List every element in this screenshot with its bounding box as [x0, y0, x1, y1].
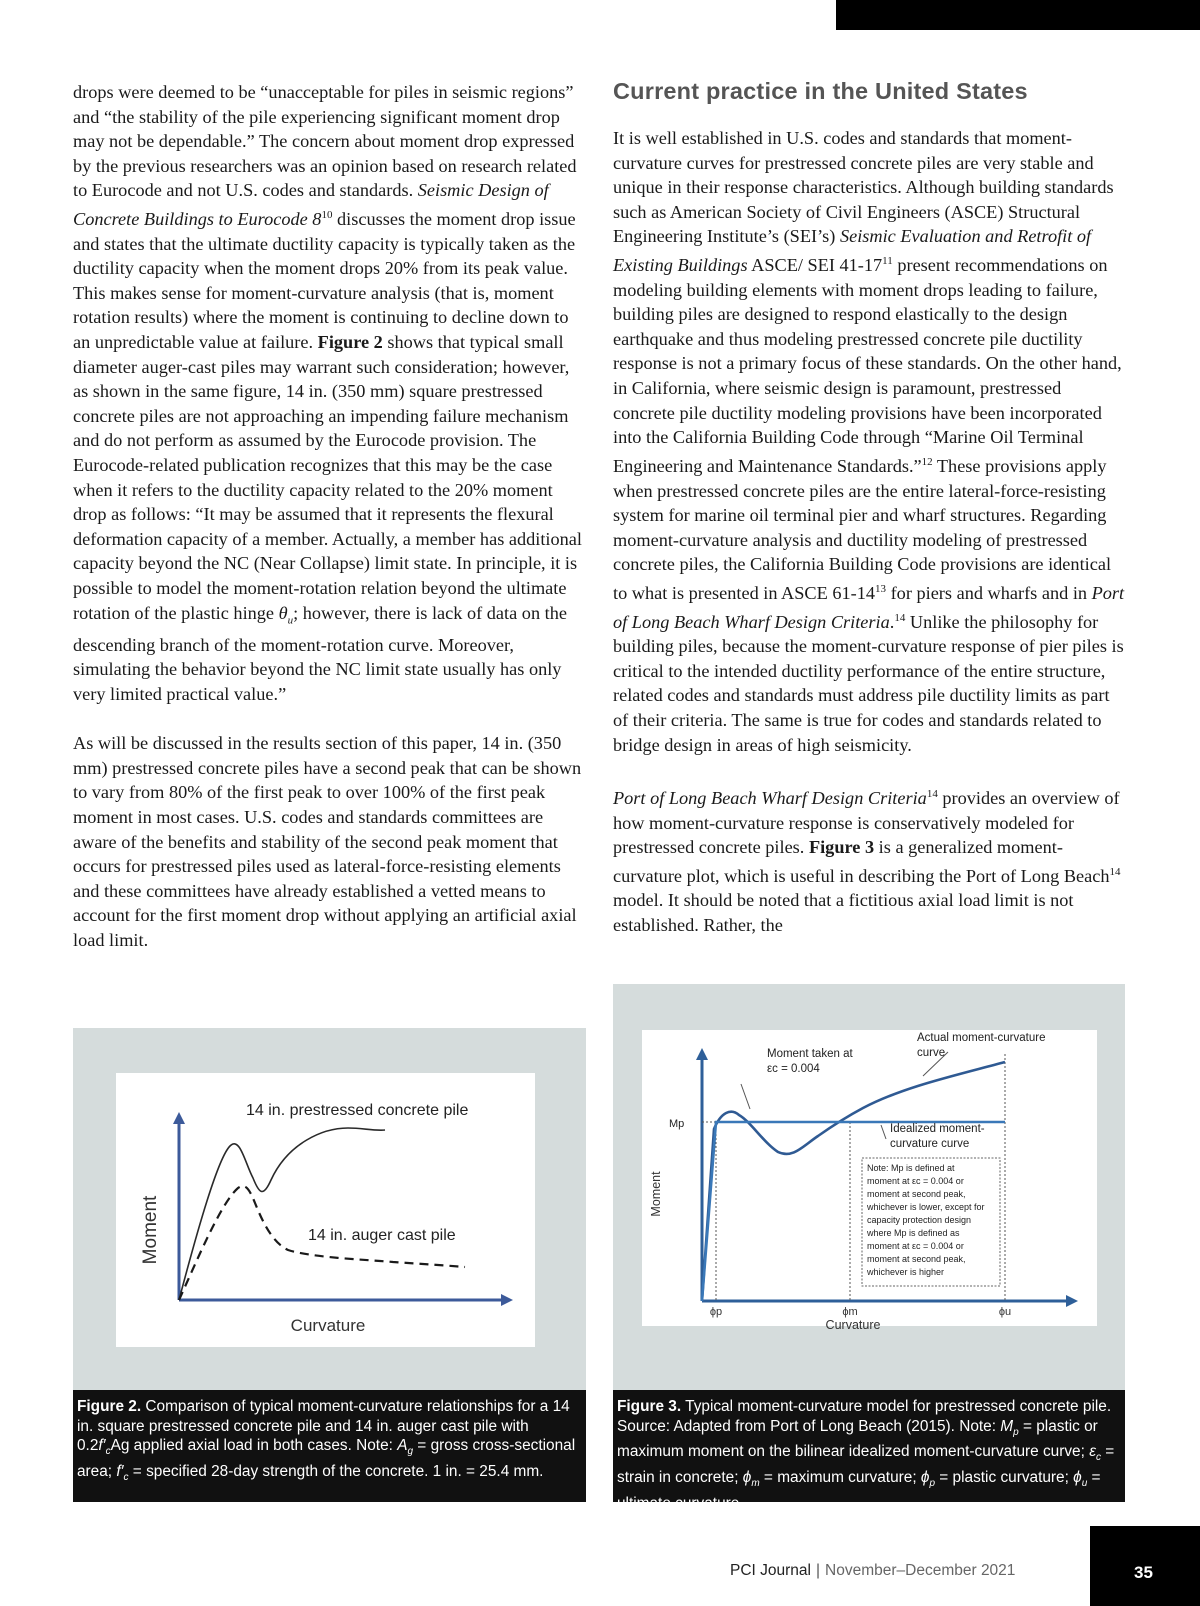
issue-date: November–December 2021 [825, 1562, 1016, 1579]
figure-3-plot [613, 984, 1125, 1390]
note-line: moment at εc = 0.004 or [867, 1176, 964, 1186]
right-column [613, 80, 1125, 938]
idealized-curve-label-1: Idealized moment- [890, 1123, 985, 1135]
x-axis-label: Curvature [825, 1318, 881, 1332]
note-line: where Mp is defined as [867, 1228, 960, 1238]
page-number-box [1090, 1526, 1200, 1606]
note-line: capacity protection design [867, 1215, 972, 1225]
citation-title: Port of Long Beach Wharf Design Criteria [613, 582, 1125, 632]
page-number: 35 [1134, 1563, 1153, 1582]
journal-name: PCI Journal [730, 1562, 811, 1579]
moment-taken-label-2: εc = 0.004 [767, 1063, 820, 1075]
prestressed-pile-label: 14 in. prestressed concrete pile [246, 1102, 469, 1119]
figure-3-panel [613, 984, 1125, 1390]
note-line: whichever is higher [867, 1267, 945, 1277]
phi-u-tick-label: ϕu [998, 1306, 1012, 1318]
note-line: whichever is lower, except for [867, 1202, 985, 1212]
note-line: moment at second peak, [867, 1254, 966, 1264]
citation-title: Seismic Design of Concrete Buildings to Eurocode 8 [73, 180, 549, 230]
citation-title: Port of Long Beach Wharf Design Criteria [613, 787, 927, 808]
y-axis-label: Moment [140, 1195, 161, 1265]
left-paragraph-2: As will be discussed in the results section of this paper, 14 in. (350 mm) prestressed concrete piles have a second peak that can be shown to vary from 80% of the first peak to over 100% of the first peak moment in most cases. U.S. codes and standards committees are aware of the benefits and stability of the second peak moment that occurs for prestressed piles used as lateral-force-resisting elements and these committees have already established a vetted means to account for the first moment drop without applying an artificial axial load limit. [73, 733, 582, 950]
right-paragraph-2: Port of Long Beach Wharf Design Criteria$^{14}$ provides an overview of how moment-curvature response is conservatively modeled for prestressed concrete piles. Figure 3 is a generalized moment-curvature plot, which is useful in describing the Port of Long Beach$^{14}$ model. It should be noted that a fictitious axial load limit is not established. Rather, the [613, 787, 1121, 935]
footer-separator: | [815, 1562, 821, 1579]
figure-3-caption: Figure 3. Typical moment-curvature model for prestressed concrete pile. Source: Adapted from Port of Long Beach (2015). Note: $M_p$ = plastic or maximum moment on the bilinear idealized moment-curvature curve; $\varepsilon_c$ = strain in concrete; $\phi_m$ = maximum curvature; $\phi_p$ = plastic curvature; $\phi_u$ = ultimate curvature. [613, 1390, 1125, 1502]
citation-title: Seismic Evaluation and Retrofit of Existing Buildings [613, 226, 1092, 276]
left-paragraph-1: drops were deemed to be “unacceptable for piles in seismic regions” and “the stability of the pile experiencing significant moment drop may not be dependable.” The concern about moment drop expressed by the previous researchers was an opinion based on research related to Eurocode and not U.S. codes and standards. Seismic Design of Concrete Buildings to Eurocode $8^{10}$ discusses the moment drop issue and states that the ultimate ductility capacity is typically taken as the ductility capacity when the moment drops 20% from its peak value. This makes sense for moment-curvature analysis (that is, moment rotation results) where the moment is continuing to decline down to an unpredictable value at failure. Figure 2 shows that typical small diameter auger-cast piles may warrant such consideration; however, as shown in the same figure, 14 in. (350 mm) square prestressed concrete piles are not approaching an impending failure mechanism and do not perform as assumed by the Eurocode provision. The Eurocode-related publication recognizes that this may be the case when it refers to the ductility capacity related to the 20% moment drop as follows: “It may be assumed that it represents the flexural deformation capacity of a member. Actually, a member has additional capacity beyond the NC (Near Collapse) limit state. In principle, it is possible to model the moment-rotation relation beyond the ultimate rotation of the plastic hinge $\theta_u$; however, there is lack of data on the descending branch of the moment-rotation curve. Moreover, simulating the behavior beyond the NC limit state usually has only very limited practical value.” [73, 82, 582, 704]
header-bar [836, 0, 1200, 30]
note-line: moment at εc = 0.004 or [867, 1241, 964, 1251]
figure-reference: Figure 2 [317, 332, 383, 353]
auger-cast-pile-label: 14 in. auger cast pile [308, 1227, 456, 1244]
section-heading: Current practice in the United States [613, 78, 1028, 104]
phi-p-tick-label: ϕp [709, 1306, 723, 1318]
left-column [73, 80, 588, 953]
right-paragraph-1: It is well established in U.S. codes and standards that moment-curvature curves for prestressed concrete piles are very stable and unique in their response characteristics. Although building standards such as American Society of Civil Engineers (ASCE) Structural Engineering Institute’s (SEI’s) Seismic Evaluation and Retrofit of Existing Buildings ASCE/ SEI $41-17^{11}$ present recommendations on modeling building elements with moment drops leading to failure, building piles are designed to respond elastically to the design earthquake and thus modeling prestressed concrete pile ductility response is not a primary focus of these standards. On the other hand, in California, where seismic design is paramount, prestressed concrete pile ductility modeling provisions have been incorporated into the California Building Code through “Marine Oil Terminal Engineering and Maintenance Standards.”$^{12}$ These provisions apply when prestressed concrete piles are the entire lateral-force-resisting system for marine oil terminal pier and wharf structures. Regarding moment-curvature analysis and ductility modeling of prestressed concrete piles, the California Building Code provisions are identical to what is presented in ASCE $61-14^{13}$ for piers and wharfs and in Port of Long Beach Wharf Design Criteria.$^{14}$ Unlike the philosophy for building piles, because the moment-curvature response of pier piles is critical to the intended ductility performance of the entire structure, related codes and standards must address pile ductility limits as part of their criteria. The same is true for codes and standards related to bridge design in areas of high seismicity. [613, 128, 1125, 755]
moment-taken-label-1: Moment taken at [767, 1048, 853, 1060]
figure-2-caption: Figure 2. Comparison of typical moment-curvature relationships for a 14 in. square prestressed concrete pile and 14 in. auger cast pile with $0.2f'_cAg$ applied axial load in both cases. Note: $A_g$ = gross cross-sectional area; $f'_c$ = specified 28-day strength of the concrete. 1 in. = 25.4 mm. [73, 1390, 586, 1502]
mp-axis-label: Mp [669, 1118, 685, 1130]
actual-curve-label-1: Actual moment-curvature [917, 1032, 1046, 1044]
figure-reference: Figure 3 [808, 837, 875, 858]
actual-curve-label-2: curve [917, 1047, 946, 1059]
x-axis-label: Curvature [290, 1316, 366, 1335]
reference-number: 10 [321, 208, 333, 221]
phi-m-tick-label: ϕm [842, 1306, 858, 1318]
y-axis-label: Moment [649, 1171, 663, 1217]
figure-2-plot [73, 1028, 586, 1390]
note-line: moment at second peak, [867, 1189, 966, 1199]
idealized-curve-label-2: curvature curve [890, 1138, 970, 1150]
note-line: Note: Mp is defined at [867, 1163, 955, 1173]
figure-2-panel [73, 1028, 586, 1390]
theta-symbol: θ [278, 602, 288, 623]
page-footer [730, 1562, 1015, 1580]
